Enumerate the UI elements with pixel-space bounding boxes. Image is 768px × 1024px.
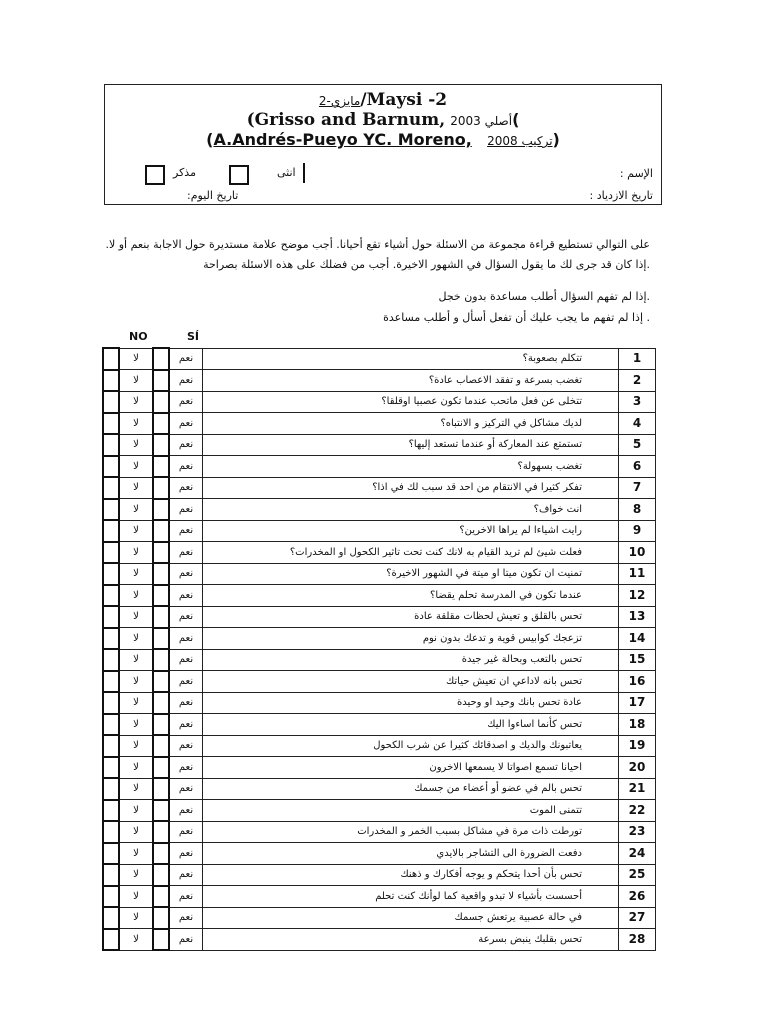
question-row xyxy=(103,692,656,714)
yes-checkbox[interactable] xyxy=(153,692,169,714)
question-number: 18 xyxy=(619,714,656,736)
yes-checkbox[interactable] xyxy=(153,391,169,413)
no-checkbox[interactable] xyxy=(103,714,119,736)
column-header-no: NO xyxy=(129,330,148,343)
question-number: 1 xyxy=(619,348,656,370)
yes-checkbox[interactable] xyxy=(153,929,169,951)
no-answer: لا xyxy=(119,757,153,779)
adaptation-paren-open: ( xyxy=(206,130,214,149)
adaptation-line xyxy=(105,127,661,153)
title-english: /Maysi -2 xyxy=(360,90,448,110)
yes-answer: نعم xyxy=(169,370,203,392)
yes-answer: نعم xyxy=(169,434,203,456)
yes-checkbox[interactable] xyxy=(153,671,169,693)
female-checkbox[interactable] xyxy=(229,165,249,185)
question-number: 20 xyxy=(619,757,656,779)
question-row xyxy=(103,477,656,499)
no-answer: لا xyxy=(119,907,153,929)
no-checkbox[interactable] xyxy=(103,843,119,865)
question-number: 9 xyxy=(619,520,656,542)
yes-checkbox[interactable] xyxy=(153,585,169,607)
no-checkbox[interactable] xyxy=(103,585,119,607)
question-number: 25 xyxy=(619,864,656,886)
question-text: تزعجك كوابيس قوية و تدعك بدون نوم xyxy=(203,628,619,650)
no-answer: لا xyxy=(119,778,153,800)
no-answer: لا xyxy=(119,800,153,822)
no-answer: لا xyxy=(119,391,153,413)
question-text: رايت اشياءا لم يراها الاخرين؟ xyxy=(203,520,619,542)
no-checkbox[interactable] xyxy=(103,370,119,392)
no-answer: لا xyxy=(119,649,153,671)
instructions-line-1: على التوالي تستطيع قراءة مجموعة من الاسئلة حول أشياء تقع أحيانا. أجب موضح علامة مستديرة حول الاجابة بنعم أو لا. xyxy=(105,238,650,251)
adaptation-arabic: تركيب 2008 xyxy=(487,134,553,148)
form-title xyxy=(105,89,661,111)
no-answer: لا xyxy=(119,413,153,435)
yes-checkbox[interactable] xyxy=(153,348,169,370)
no-answer: لا xyxy=(119,370,153,392)
question-row xyxy=(103,735,656,757)
no-answer: لا xyxy=(119,520,153,542)
yes-answer: نعم xyxy=(169,714,203,736)
no-checkbox[interactable] xyxy=(103,348,119,370)
no-checkbox[interactable] xyxy=(103,563,119,585)
yes-answer: نعم xyxy=(169,628,203,650)
no-checkbox[interactable] xyxy=(103,778,119,800)
question-row xyxy=(103,800,656,822)
yes-checkbox[interactable] xyxy=(153,649,169,671)
yes-checkbox[interactable] xyxy=(153,800,169,822)
question-row xyxy=(103,821,656,843)
question-row xyxy=(103,370,656,392)
no-checkbox[interactable] xyxy=(103,391,119,413)
question-text: فعلت شيئ لم تريد القيام به لانك كنت تحت تاثير الكحول او المخدرات؟ xyxy=(203,542,619,564)
no-answer: لا xyxy=(119,499,153,521)
no-checkbox[interactable] xyxy=(103,434,119,456)
question-text: أحسست بأشياء لا تبدو واقعية كما لوأنك كنت تحلم xyxy=(203,886,619,908)
question-number: 21 xyxy=(619,778,656,800)
yes-answer: نعم xyxy=(169,757,203,779)
question-text: تغضب بسرعة و تفقد الاعصاب عادة؟ xyxy=(203,370,619,392)
yes-answer: نعم xyxy=(169,692,203,714)
no-checkbox[interactable] xyxy=(103,413,119,435)
question-row xyxy=(103,563,656,585)
yes-checkbox[interactable] xyxy=(153,757,169,779)
instructions-line-3: .إذا لم تفهم السؤال أطلب مساعدة بدون خجل xyxy=(438,290,650,303)
yes-checkbox[interactable] xyxy=(153,628,169,650)
question-text: تحس بالتعب وبحالة غير جيدة xyxy=(203,649,619,671)
yes-checkbox[interactable] xyxy=(153,413,169,435)
no-answer: لا xyxy=(119,821,153,843)
yes-answer: نعم xyxy=(169,499,203,521)
yes-answer: نعم xyxy=(169,735,203,757)
yes-checkbox[interactable] xyxy=(153,542,169,564)
yes-answer: نعم xyxy=(169,800,203,822)
question-text: تحس كأنما اساءوا اليك xyxy=(203,714,619,736)
no-checkbox[interactable] xyxy=(103,692,119,714)
question-text: انت خواف؟ xyxy=(203,499,619,521)
female-label: انثى xyxy=(277,166,296,179)
question-number: 27 xyxy=(619,907,656,929)
question-number: 15 xyxy=(619,649,656,671)
no-answer: لا xyxy=(119,735,153,757)
question-number: 24 xyxy=(619,843,656,865)
question-text: تفكر كثيرا في الانتقام من احد قد سبب لك في اذا؟ xyxy=(203,477,619,499)
question-row xyxy=(103,542,656,564)
name-label: الإسم : xyxy=(619,167,653,180)
question-text: تورطت ذات مرة في مشاكل بسبب الخمر و المخدرات xyxy=(203,821,619,843)
yes-answer: نعم xyxy=(169,413,203,435)
question-number: 3 xyxy=(619,391,656,413)
question-text: تحس بقلبك ينبض بسرعة xyxy=(203,929,619,951)
question-number: 5 xyxy=(619,434,656,456)
no-answer: لا xyxy=(119,563,153,585)
no-checkbox[interactable] xyxy=(103,477,119,499)
yes-checkbox[interactable] xyxy=(153,606,169,628)
no-answer: لا xyxy=(119,886,153,908)
column-header-si: SÍ xyxy=(187,330,200,343)
male-label: مذكر xyxy=(173,166,196,179)
question-text: لديك مشاكل في التركيز و الانتباه؟ xyxy=(203,413,619,435)
no-checkbox[interactable] xyxy=(103,907,119,929)
question-number: 2 xyxy=(619,370,656,392)
yes-checkbox[interactable] xyxy=(153,714,169,736)
no-answer: لا xyxy=(119,628,153,650)
yes-answer: نعم xyxy=(169,477,203,499)
yes-answer: نعم xyxy=(169,542,203,564)
yes-checkbox[interactable] xyxy=(153,778,169,800)
yes-answer: نعم xyxy=(169,778,203,800)
yes-checkbox[interactable] xyxy=(153,735,169,757)
yes-answer: نعم xyxy=(169,864,203,886)
yes-checkbox[interactable] xyxy=(153,456,169,478)
yes-answer: نعم xyxy=(169,821,203,843)
question-row xyxy=(103,499,656,521)
no-checkbox[interactable] xyxy=(103,649,119,671)
no-checkbox[interactable] xyxy=(103,628,119,650)
yes-answer: نعم xyxy=(169,929,203,951)
yes-answer: نعم xyxy=(169,348,203,370)
question-row xyxy=(103,671,656,693)
question-row xyxy=(103,929,656,951)
yes-checkbox[interactable] xyxy=(153,864,169,886)
no-checkbox[interactable] xyxy=(103,821,119,843)
question-row xyxy=(103,391,656,413)
header-box xyxy=(104,84,662,205)
question-text: تغضب بسهولة؟ xyxy=(203,456,619,478)
no-answer: لا xyxy=(119,348,153,370)
no-checkbox[interactable] xyxy=(103,800,119,822)
question-text: تحس بالم في عضو أو أعضاء من جسمك xyxy=(203,778,619,800)
male-checkbox[interactable] xyxy=(145,165,165,185)
adaptation-english: A.Andrés-Pueyo YC. Moreno, xyxy=(213,130,472,149)
yes-answer: نعم xyxy=(169,843,203,865)
yes-checkbox[interactable] xyxy=(153,843,169,865)
instructions-line-2: .إذا كان قد جرى لك ما يقول السؤال في الشهور الاخيرة. أجب من فضلك على هذه الاسئلة بصراحة xyxy=(203,258,650,271)
question-number: 26 xyxy=(619,886,656,908)
question-row xyxy=(103,843,656,865)
no-answer: لا xyxy=(119,606,153,628)
yes-answer: نعم xyxy=(169,649,203,671)
question-number: 12 xyxy=(619,585,656,607)
question-number: 11 xyxy=(619,563,656,585)
yes-answer: نعم xyxy=(169,563,203,585)
yes-answer: نعم xyxy=(169,907,203,929)
no-checkbox[interactable] xyxy=(103,499,119,521)
question-number: 19 xyxy=(619,735,656,757)
yes-checkbox[interactable] xyxy=(153,563,169,585)
no-answer: لا xyxy=(119,692,153,714)
yes-checkbox[interactable] xyxy=(153,886,169,908)
question-number: 23 xyxy=(619,821,656,843)
birthdate-label: تاريخ الازدياد : xyxy=(589,189,653,202)
today-date-label: تاريخ اليوم: xyxy=(187,189,239,202)
question-number: 4 xyxy=(619,413,656,435)
no-answer: لا xyxy=(119,843,153,865)
question-row xyxy=(103,649,656,671)
question-number: 14 xyxy=(619,628,656,650)
no-answer: لا xyxy=(119,864,153,886)
yes-checkbox[interactable] xyxy=(153,477,169,499)
yes-answer: نعم xyxy=(169,456,203,478)
no-answer: لا xyxy=(119,671,153,693)
question-text: في حالة عصبية يرتعش جسمك xyxy=(203,907,619,929)
yes-checkbox[interactable] xyxy=(153,907,169,929)
no-checkbox[interactable] xyxy=(103,735,119,757)
yes-answer: نعم xyxy=(169,520,203,542)
question-text: تتمنى الموت xyxy=(203,800,619,822)
question-number: 7 xyxy=(619,477,656,499)
question-text: تحس بالقلق و تعيش لحظات مقلقة عادة xyxy=(203,606,619,628)
question-text: تتكلم بصعوبة؟ xyxy=(203,348,619,370)
question-row xyxy=(103,907,656,929)
no-answer: لا xyxy=(119,585,153,607)
no-checkbox[interactable] xyxy=(103,864,119,886)
questions-table xyxy=(102,347,656,951)
question-row xyxy=(103,348,656,370)
question-row xyxy=(103,434,656,456)
question-number: 22 xyxy=(619,800,656,822)
question-text: احيانا تسمع اصواتا لا يسمعها الاخرون xyxy=(203,757,619,779)
yes-answer: نعم xyxy=(169,391,203,413)
question-number: 13 xyxy=(619,606,656,628)
no-answer: لا xyxy=(119,542,153,564)
authors-english: (Grisso and Barnum, xyxy=(246,110,446,130)
title-arabic: مايزي-2 xyxy=(318,94,361,108)
question-text: تستمتع عند المعاركة أو عندما تستعد إليها؟ xyxy=(203,434,619,456)
yes-checkbox[interactable] xyxy=(153,370,169,392)
no-checkbox[interactable] xyxy=(103,757,119,779)
question-row xyxy=(103,606,656,628)
gender-separator xyxy=(303,163,305,183)
authors-paren: ( xyxy=(512,110,520,129)
no-checkbox[interactable] xyxy=(103,671,119,693)
question-row xyxy=(103,864,656,886)
question-row xyxy=(103,778,656,800)
no-checkbox[interactable] xyxy=(103,520,119,542)
adaptation-paren-close: ) xyxy=(552,130,560,149)
question-row xyxy=(103,714,656,736)
yes-answer: نعم xyxy=(169,585,203,607)
yes-answer: نعم xyxy=(169,606,203,628)
no-checkbox[interactable] xyxy=(103,929,119,951)
no-answer: لا xyxy=(119,434,153,456)
question-number: 8 xyxy=(619,499,656,521)
question-row xyxy=(103,520,656,542)
yes-answer: نعم xyxy=(169,886,203,908)
question-number: 6 xyxy=(619,456,656,478)
yes-checkbox[interactable] xyxy=(153,499,169,521)
question-text: دفعت الضرورة الى التشاجر بالايدي xyxy=(203,843,619,865)
no-checkbox[interactable] xyxy=(103,886,119,908)
no-answer: لا xyxy=(119,714,153,736)
question-row xyxy=(103,456,656,478)
question-text: عادة تحس بانك وحيد او وحيدة xyxy=(203,692,619,714)
question-text: تحس بأن أحدا يتحكم و يوجه أفكارك و ذهنك xyxy=(203,864,619,886)
question-number: 28 xyxy=(619,929,656,951)
yes-checkbox[interactable] xyxy=(153,520,169,542)
question-number: 17 xyxy=(619,692,656,714)
yes-answer: نعم xyxy=(169,671,203,693)
question-row xyxy=(103,413,656,435)
no-answer: لا xyxy=(119,929,153,951)
question-number: 16 xyxy=(619,671,656,693)
question-text: تحس بانه لاداعي ان تعيش حياتك xyxy=(203,671,619,693)
yes-checkbox[interactable] xyxy=(153,821,169,843)
no-checkbox[interactable] xyxy=(103,542,119,564)
question-row xyxy=(103,757,656,779)
question-row xyxy=(103,886,656,908)
question-row xyxy=(103,628,656,650)
question-text: يعاتبونك والديك و اصدقائك كثيرا عن شرب الكحول xyxy=(203,735,619,757)
question-text: تمنيت ان تكون ميتا او ميتة في الشهور الاخيرة؟ xyxy=(203,563,619,585)
authors-arabic: أصلي 2003 xyxy=(450,114,513,128)
no-answer: لا xyxy=(119,477,153,499)
question-row xyxy=(103,585,656,607)
no-answer: لا xyxy=(119,456,153,478)
instructions-line-4: . إذا لم تفهم ما يجب عليك أن تفعل أسأل و أطلب مساعدة xyxy=(383,311,650,324)
no-checkbox[interactable] xyxy=(103,456,119,478)
question-text: تتخلى عن فعل ماتحب عندما تكون عصبيا اوقلقا؟ xyxy=(203,391,619,413)
yes-checkbox[interactable] xyxy=(153,434,169,456)
question-number: 10 xyxy=(619,542,656,564)
no-checkbox[interactable] xyxy=(103,606,119,628)
question-text: عندما تكون في المدرسة تحلم يقضا؟ xyxy=(203,585,619,607)
